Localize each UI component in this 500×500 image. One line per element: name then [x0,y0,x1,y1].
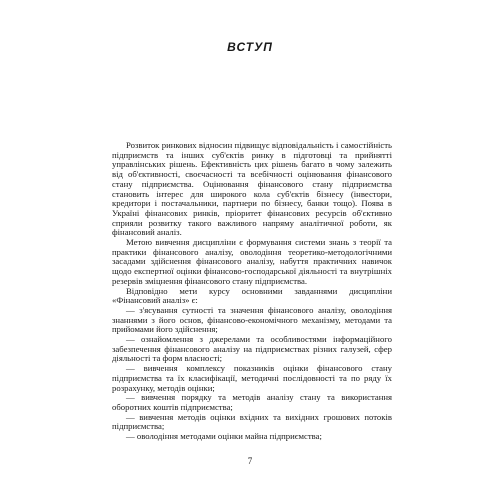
page-title: ВСТУП [227,40,273,54]
paragraph-intro: Розвиток ринкових відносин підвищує відповідальність і самостійність підприємств та інших суб'єктів ринку в підготовці та прийнятті управлінських рішень. Ефективність цих рішень багато в чому залежить від об'єктивності, своєчасності та всебічності оцінювання фінансового стану підприємства. Оцінювання фінансового стану підприємства становить інтерес для широкого кола суб'єктів бізнесу (інвестори, кредитори і постачальники, партнери по бізнесу, банки тощо). Поява в Україні фінансових ринків, пріоритет фінансових ресурсів об'єктивно сприяли розвитку такого важливого напряму аналітичної роботи, як фінансовий аналіз. [112,140,392,238]
body-text [112,141,392,442]
list-item: — вивчення порядку та методів аналізу стану та використання оборотних коштів підприємства; [112,392,392,412]
paragraph-goal: Метою вивчення дисципліни є формування системи знань з теорії та практики фінансового аналізу, оволодіння теоретико-методологічними засадами здійснення фінансового аналізу, набуття практичних навичок щодо експертної оцінки фінансово-господарської діяльності та внутрішніх резервів зміцнення фінансового стану підприємства. [112,237,392,286]
list-item: — ознайомлення з джерелами та особливостями інформаційного забезпечення фінансового аналізу на підприємствах різних галузей, сфер діяльності та форм власності; [112,334,392,364]
page-number: 7 [247,456,253,466]
list-item: — вивчення методів оцінки вхідних та вихідних грошових потоків підприємства; [112,411,392,432]
list-item: — оволодіння методами оцінки майна підприємства; [126,431,322,442]
list-item: — вивчення комплексу показників оцінки фінансового стану підприємства та їх класифікації, методичні послідовності та по ряду їх розрахунку, методів оцінки; [112,363,392,393]
paragraph-tasks-lead: Відповідно мети курсу основними завданнями дисципліни «Фінансовий аналіз» є: [112,285,392,306]
list-item: — з'ясування сутності та значення фінансового аналізу, оволодіння знаннями з його основ, фінансово-економічного механізму, методами та прийомами його здійснення; [112,304,392,335]
